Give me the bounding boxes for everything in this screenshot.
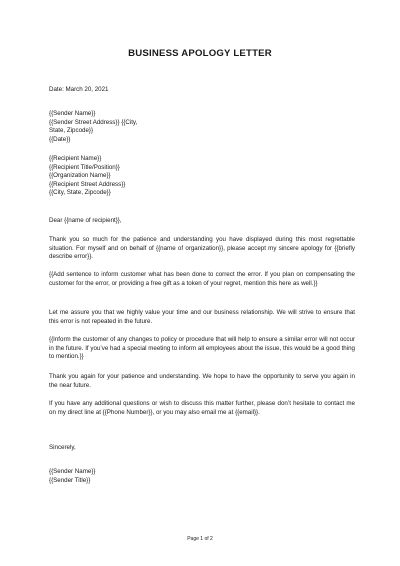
- signature-block: [49, 468, 355, 485]
- paragraph-policy-changes: {{Inform the customer of any changes to policy or procedure that will help to ensure a similar error will not occur in the future. If you’ve had a special meeting to inform all employees about the issue, this would be a good thing to mention.}}: [49, 336, 355, 361]
- sender-address-block: [49, 110, 355, 144]
- paragraph-thanks: Thank you so much for the patience and understanding you have displayed during this most regrettable situation. For myself and on behalf of {{name of organization}}, please accept my sincere apology for {{briefly describe error}}.: [49, 236, 355, 261]
- page-title: BUSINESS APOLOGY LETTER: [128, 48, 272, 59]
- paragraph-correction: {{Add sentence to inform customer what has been done to correct the error. If you plan on compensating the customer for the error, or providing a free gift as a token of your regret, mention this here as well.}}: [49, 271, 355, 287]
- sender-name: {{Sender Name}}: [49, 110, 96, 117]
- sender-state-zip: State, Zipcode}}: [49, 127, 94, 135]
- recipient-street-address: {{Recipient Street Address}}: [49, 180, 126, 188]
- date-line: Date: March 20, 2021: [49, 86, 109, 93]
- sender-street-address: {{Sender Street Address}} {{City,: [49, 118, 138, 126]
- recipient-address-block: [49, 155, 355, 198]
- page-number: Page 1 of 2: [187, 536, 213, 542]
- signature-name: {{Sender Name}}: [49, 468, 96, 475]
- recipient-organization: {{Organization Name}}: [49, 172, 111, 180]
- signature-title: {{Sender Title}}: [49, 476, 91, 484]
- recipient-name: {{Recipient Name}}: [49, 155, 102, 162]
- closing: Sincerely,: [49, 444, 76, 451]
- paragraph-assurance: Let me assure you that we highly value your time and our business relationship. We will strive to ensure that this error is not repeated in the future.: [49, 309, 355, 325]
- paragraph-thank-again: Thank you again for your patience and understanding. We hope to have the opportunity to serve you again in the near future.: [49, 373, 355, 389]
- salutation: Dear {{name of recipient}},: [49, 217, 122, 224]
- sender-date: {{Date}}: [49, 135, 71, 143]
- paragraph-contact: If you have any additional questions or wish to discuss this matter further, please don’t hesitate to contact me on my direct line at {{Phone Number}}, or you may also email me at {{email}}.: [49, 400, 355, 416]
- recipient-city-state-zip: {{City, State, Zipcode}}: [49, 189, 111, 197]
- recipient-title: {{Recipient Title/Position}}: [49, 163, 120, 171]
